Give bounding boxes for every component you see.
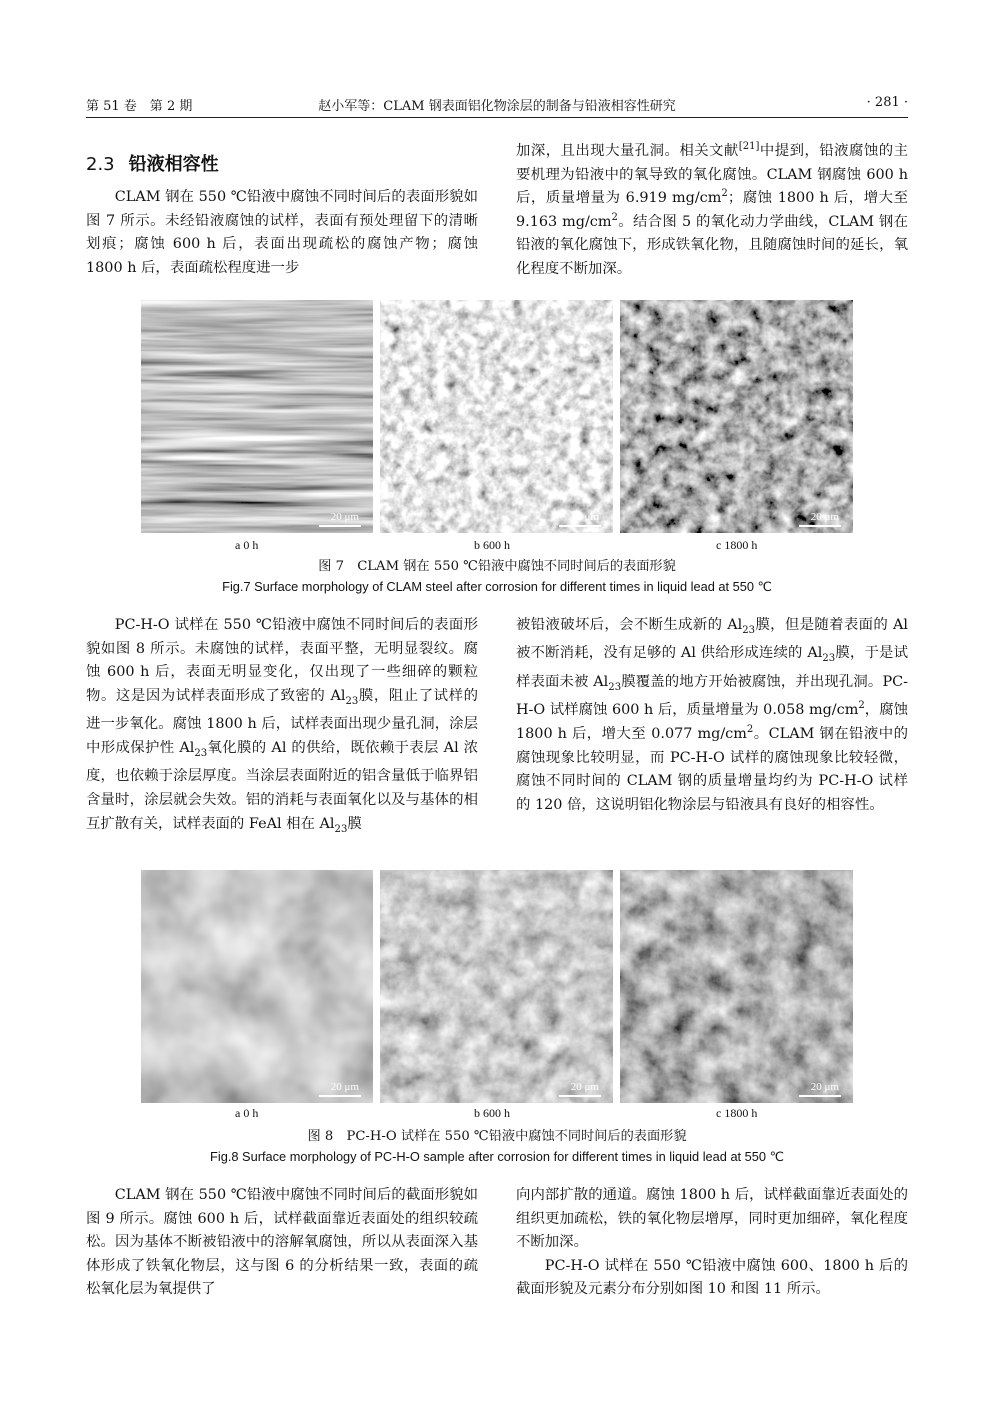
text-span: 膜，但是随着表面的 Al 被不断消耗，没有足够的 Al 供给形成连续的 Al — [516, 617, 908, 662]
text-span: 被铅液破坏后，会不断生成新的 Al — [516, 617, 743, 633]
bottom-left-column — [86, 1184, 478, 1302]
fig7-panel-a-image — [141, 300, 373, 533]
paragraph-2 — [86, 614, 478, 841]
paragraph-1: CLAM 钢在 550 ℃铅液中腐蚀不同时间后的表面形貌如图 7 所示。未经铅液腐蚀的试样，表面有预处理留下的清晰划痕；腐蚀 600 h 后，表面出现疏松的腐蚀产物；腐蚀 1800 h 后，表面疏松程度进一步 — [86, 189, 478, 276]
section-heading — [86, 150, 219, 176]
running-header — [86, 93, 908, 115]
text-span: 。结合图 5 的氧化动力学曲线，CLAM 钢在铅液的氧化腐蚀下，形成铁氧化物，且随腐蚀时间的延长，氧化程度不断加深。 — [516, 213, 908, 277]
journal-volume-issue: 第 51 卷 第 2 期 — [86, 99, 193, 114]
text-span: 膜覆盖的地方开始被腐蚀，并出现孔洞。PC-H-O 试样腐蚀 600 h 后，质量增量为 0.058 mg/cm — [516, 673, 909, 719]
running-title: 赵小军等：CLAM 钢表面铝化物涂层的制备与铅液相容性研究 — [318, 99, 676, 114]
subscript: 2 — [194, 747, 201, 759]
fig7-panel-b-label: b 600 h — [474, 538, 510, 552]
fig8-panel-a-image — [141, 870, 373, 1103]
superscript: 2 — [858, 700, 865, 712]
scale-label: 20 μm — [330, 511, 359, 523]
fig7-panel-c-label: c 1800 h — [716, 538, 758, 552]
scale-label: 20 μm — [810, 1081, 839, 1093]
scale-bar — [799, 1095, 841, 1097]
fig8-panel-b-image — [380, 870, 613, 1103]
paragraph-3: CLAM 钢在 550 ℃铅液中腐蚀不同时间后的截面形貌如图 9 所示。腐蚀 600 h 后，试样截面靠近表面处的组织较疏松。因为基体不断被铅液中的溶解氧腐蚀，所以从表面深入基体形成了铁氧化物层，这与图 6 的分析结果一致，表面的疏松氧化层为氧提供了 — [86, 1187, 478, 1298]
scale-label: 20 μm — [330, 1081, 359, 1093]
text-span: 氧化膜的 Al 的供给，既依赖于表层 Al 浓度，也依赖于涂层厚度。当涂层表面附近的铝含量低于临界铝含量时，涂层就会失效。铝的消耗与表面氧化以及与基体的相互扩散有关，试样表面的 FeAl 相在 Al — [86, 739, 478, 832]
subscript: 2 — [345, 695, 352, 707]
scale-bar — [559, 525, 601, 527]
fig7-caption-en: Fig.7 Surface morphology of CLAM steel after corrosion for different times in liquid lead at 550 ℃ — [222, 579, 772, 594]
fig8-caption-en: Fig.8 Surface morphology of PC-H-O sample after corrosion for different times in liquid lead at 550 ℃ — [210, 1149, 784, 1164]
fig8-panel-c-label: c 1800 h — [716, 1106, 758, 1120]
text-span: 3 — [614, 681, 622, 693]
top-left-column — [86, 186, 478, 280]
scale-label: 20 μm — [810, 511, 839, 523]
section-number: 2.3 — [86, 154, 115, 175]
fig8-panel-a-label: a 0 h — [235, 1106, 259, 1120]
text-span: 膜，阻止了试样的进一步氧化。腐蚀 1800 h 后，试样表面出现少量孔洞，涂层中形成保护性 Al — [86, 687, 478, 756]
text-span: 3 — [340, 823, 348, 835]
scale-bar — [319, 525, 361, 527]
text-span: 3 — [351, 695, 359, 707]
fig8-caption-cn: 图 8 PC-H-O 试样在 550 ℃铅液中腐蚀不同时间后的表面形貌 — [307, 1129, 687, 1144]
subscript: 2 — [742, 624, 749, 636]
scale-bar — [799, 525, 841, 527]
section-title: 铅液相容性 — [128, 154, 219, 175]
scale-label: 20 μm — [570, 1081, 599, 1093]
paragraph-3-continued: 向内部扩散的通道。腐蚀 1800 h 后，试样截面靠近表面处的组织更加疏松，铁的氧化物层增厚，同时更加细碎，氧化程度不断加深。 — [516, 1187, 908, 1251]
subscript: 2 — [608, 681, 615, 693]
top-right-column — [516, 140, 908, 282]
text-span: ；腐蚀 1800 h 后，增大至 9.163 mg/cm — [516, 190, 908, 230]
text-span: 。CLAM 钢在铅液中的腐蚀现象比较明显，而 PC-H-O 试样的腐蚀现象比较轻微，腐蚀不同时间的 CLAM 钢的质量增量均约为 PC-H-O 试样的 120 倍，这说明铝化物涂层与铅液具有良好的相容性。 — [516, 726, 908, 813]
header-rule — [86, 117, 908, 118]
superscript: 2 — [746, 724, 754, 736]
superscript: 2 — [721, 188, 728, 200]
paragraph-1-continued — [516, 140, 908, 282]
paragraph-2-continued — [516, 614, 908, 817]
text-span: 3 — [748, 624, 756, 636]
fig7-caption-cn: 图 7 CLAM 钢在 550 ℃铅液中腐蚀不同时间后的表面形貌 — [318, 559, 676, 574]
fig7-panel-b-image — [380, 300, 613, 533]
text-span: 3 — [200, 747, 208, 759]
scale-label: 20 μm — [570, 511, 599, 523]
bottom-right-column — [516, 1184, 908, 1302]
text-span: 加深，且出现大量孔洞。相关文献 — [516, 143, 739, 159]
subscript: 2 — [822, 653, 829, 665]
subscript: 2 — [334, 823, 341, 835]
paragraph-4: PC-H-O 试样在 550 ℃铅液中腐蚀 600、1800 h 后的截面形貌及元素分布分别如图 10 和图 11 所示。 — [516, 1257, 908, 1298]
text-span: 膜 — [347, 815, 362, 832]
middle-right-column — [516, 614, 908, 817]
fig7-panel-c-image — [620, 300, 853, 533]
superscript: 2 — [611, 211, 618, 223]
text-span: PC-H-O 试样在 550 ℃铅液中腐蚀不同时间后的表面形貌如图 8 所示。未腐蚀的试样，表面平整，无明显裂纹。腐蚀 600 h 后，表面无明显变化，仅出现了一些细碎的颗粒物。这是因为试样表面形成了致密的 Al — [86, 617, 478, 704]
fig8-panel-b-label: b 600 h — [474, 1106, 510, 1120]
fig8-panel-c-image — [620, 870, 853, 1103]
text-span: 膜，于是试样表面未被 Al — [516, 645, 908, 690]
text-span: ，腐蚀 1800 h 后，增大至 0.077 mg/cm — [516, 702, 908, 742]
scale-bar — [559, 1095, 601, 1097]
text-span: 3 — [828, 653, 836, 665]
middle-left-column — [86, 614, 478, 841]
citation-ref: [21] — [738, 141, 760, 153]
page-number: · 281 · — [866, 95, 908, 110]
fig7-panel-a-label: a 0 h — [235, 538, 259, 552]
scale-bar — [319, 1095, 361, 1097]
text-span: 中提到，铅液腐蚀的主要机理为铅液中的氧导致的氧化腐蚀。CLAM 钢腐蚀 600 h 后，质量增量为 6.919 mg/cm — [516, 143, 908, 207]
